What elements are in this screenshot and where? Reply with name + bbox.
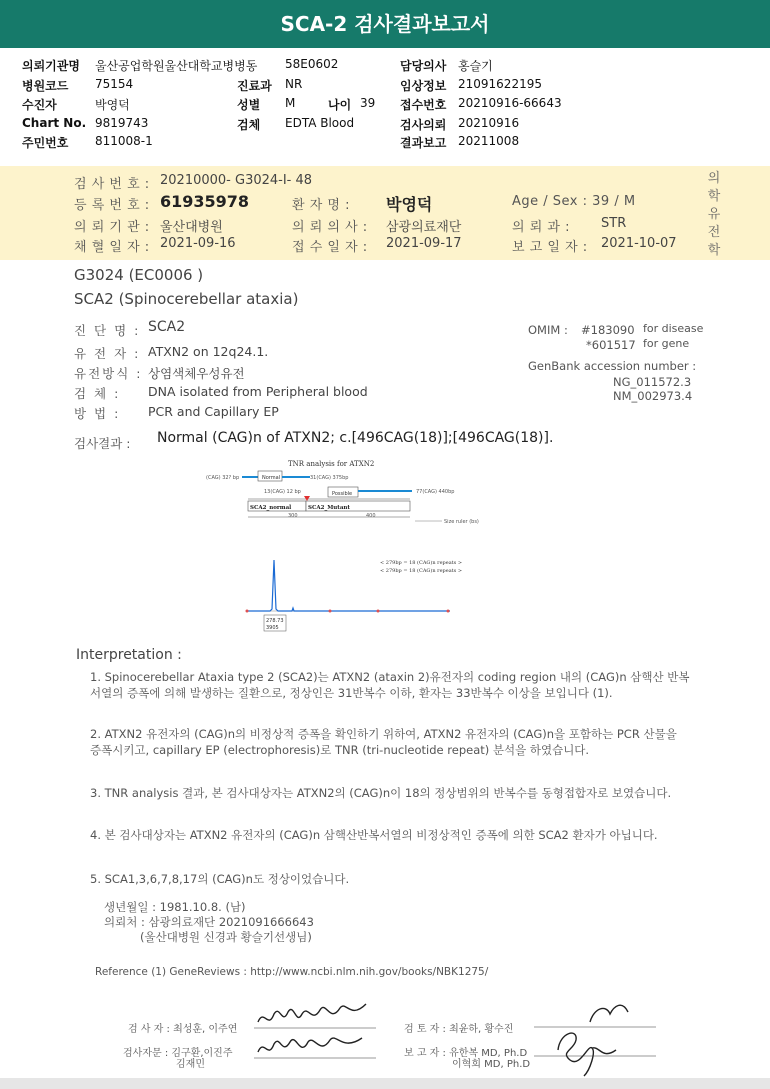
patient-label: 수진자 [22,98,57,112]
signature-icon [258,1004,366,1022]
request-label: 검사의뢰 [400,118,447,132]
inherit-label: 유전방식 : [74,366,143,381]
band-report-label: 보 고 일 자 : [512,240,588,255]
annotation-2: < 279bp = 18 (CAG)n repeats > [380,568,463,574]
bottom-bar [0,1078,770,1089]
resident-label: 주민번호 [22,136,69,150]
reviewer: 검 토 자 : 최윤하, 황수진 [404,1024,514,1035]
institution-label: 의뢰기관명 [22,59,80,73]
test-name: SCA2 (Spinocerebellar ataxia) [74,290,299,308]
receipt-label: 접수번호 [400,98,447,112]
size-marker [246,610,249,613]
specimen-type-label: 검 체 : [74,386,121,401]
signature-strokes-left [250,990,380,1070]
right-note: 77(CAG) 440bp [416,489,455,495]
band-doctor-label: 의 뢰 의 사 : [292,220,368,235]
supervisor: 검사자문 : 김구환,이진주 [123,1048,233,1059]
gene-label: 유 전 자 : [74,346,141,361]
hospital-code-value: 75154 [95,77,134,91]
collect-label: 채 혈 일 자 : [74,240,150,255]
vertical-char: 학 [707,243,721,258]
vertical-char: 학 [707,189,721,204]
gene-value: ATXN2 on 12q24.1. [148,344,269,359]
band-patient-value: 박영덕 [386,195,433,214]
supervisor-extra: 김재민 [176,1059,205,1070]
peak-size: 278.73 [266,618,284,624]
test-no-value: 20210000- G3024-I- 48 [160,173,313,188]
mid-note-2: 13(CAG) 12 bp [264,489,301,495]
dept-label: 진료과 [237,79,272,93]
age-value: 39 [360,96,376,110]
specimen-type-value: DNA isolated from Peripheral blood [148,384,368,399]
chart-value: 9819743 [95,116,149,130]
clinical-value: 21091622195 [458,77,542,91]
signature-icon [590,1005,628,1022]
receipt-value: 20210916-66643 [458,96,562,110]
requester-detail: (울산대병원 신경과 황슬기선생님) [140,930,312,944]
size-marker [377,610,380,613]
patient-value: 박영덕 [95,98,130,112]
sex-value: M [285,96,296,110]
mid-note-1: 31(CAG) 375bp [310,475,349,481]
omim-label: OMIM : [528,323,568,337]
signature-icon [558,1033,616,1076]
vertical-char: 전 [707,225,721,240]
vertical-char: 의 [707,171,721,186]
band-dept-value: STR [601,216,627,231]
band-dept-label: 의 뢰 과 : [512,220,570,235]
request-value: 20210916 [458,116,520,130]
report-title: SCA-2 검사결과보고서 [280,12,490,36]
institution-value: 울산공업학원울산대학교병병동 [95,59,258,73]
doctor-label: 담당의사 [400,59,447,73]
size-marker [329,610,332,613]
normal-label: SCA2_normal [250,505,292,511]
method-label: 방 법 : [74,406,121,421]
reference: Reference (1) GeneReviews : http://www.ncbi.nlm.nih.gov/books/NBK1275/ [95,966,489,978]
doctor-value: 홍슬기 [458,59,493,73]
interpretation-p2: 2. ATXN2 유전자의 (CAG)n의 비정상적 증폭을 확인하기 위하여, ATXN2 유전자의 (CAG)n을 포함하는 PCR 산물을 증폭시키고, capillary EP (electrophoresis)로 TNR (tri-nucleotide repeat) 분석을 하였습니다. [90,727,677,757]
omim-gene-note: for gene [643,337,690,350]
signature-icon [258,1038,362,1052]
peak-height: 3905 [266,625,279,631]
code2-value: 58E0602 [285,57,339,71]
band-inst-value: 울산대병원 [160,220,223,235]
requester: 의뢰처 : 삼광의료재단 2021091666643 [104,915,314,929]
band-receipt-value: 2021-09-17 [386,236,462,251]
method-value: PCR and Capillary EP [148,404,279,419]
band-report-value: 2021-10-07 [601,236,677,251]
size-marker [447,610,450,613]
genbank-label: GenBank accession number : [528,359,697,373]
band-receipt-label: 접 수 일 자 : [292,240,368,255]
interpretation-p3: 3. TNR analysis 결과, 본 검사대상자는 ATXN2의 (CAG)n이 18의 정상범위의 반복수를 동형접합자로 보였습니다. [90,786,672,800]
signature-strokes-right [530,990,660,1078]
figure-left-note: (CAG) 32? bp [206,475,240,481]
diag-label: 진 단 명 : [74,323,141,338]
collect-value: 2021-09-16 [160,236,236,251]
mutant-label: SCA2_Mutant [308,505,350,511]
vertical-dept [706,170,722,260]
interpretation-heading: Interpretation : [76,647,182,663]
interpretation-p5: 5. SCA1,3,6,7,8,17의 (CAG)n도 정상이었습니다. [90,872,350,886]
annotation-1: < 279bp = 18 (CAG)n repeats > [380,560,463,566]
vertical-char: 유 [707,207,721,222]
inherit-value: 상염색체우성유전 [148,366,245,381]
report-label: 결과보고 [400,136,447,150]
genbank-2: NM_002973.4 [613,389,693,403]
reg-no-label: 등 록 번 호 : [74,198,150,213]
normal-box-label: Normal [262,475,281,481]
reporter-extra: 이혁희 MD, Ph.D [452,1059,531,1070]
omim-gene: *601517 [586,338,636,352]
age-sex: Age / Sex : 39 / M [512,194,636,209]
test-code: G3024 (EC0006 ) [74,266,204,284]
omim-disease: #183090 [581,323,635,337]
size-ruler-label: Size ruler (bs) [444,519,479,525]
interpretation-p1: 1. Spinocerebellar Ataxia type 2 (SCA2)는 ATXN2 (ataxin 2)유전자의 coding region 내의 (CAG)n 삼핵산 반복서열의 증폭에 의해 발생하는 질환으로, 정상인은 31반복수 이하, 환자는 33반복수 이상을 보입니다 (1). [90,670,690,700]
hospital-code-label: 병원코드 [22,79,69,93]
band-inst-label: 의 뢰 기 관 : [74,220,150,235]
result-value: Normal (CAG)n of ATXN2; c.[496CAG(18)];[496CAG(18)]. [157,430,554,446]
reg-no-value: 61935978 [160,192,250,211]
band-patient-label: 환 자 명 : [292,198,350,213]
birth-date: 생년월일 : 1981.10.8. (남) [104,900,246,914]
resident-value: 811008-1 [95,134,153,148]
band-doctor-value: 삼광의료재단 [386,220,462,235]
test-no-label: 검 사 번 호 : [74,177,150,192]
marker-icon [304,496,310,501]
diag-value: SCA2 [148,319,186,335]
reporter: 보 고 자 : 유한복 MD, Ph.D [404,1048,528,1059]
clinical-label: 임상정보 [400,79,447,93]
possible-box-label: Possible [332,491,353,497]
tester: 검 사 자 : 최성훈, 이주연 [128,1024,238,1035]
interpretation-p4: 4. 본 검사대상자는 ATXN2 유전자의 (CAG)n 삼핵산반복서열의 비정상적인 증폭에 의한 SCA2 환자가 아닙니다. [90,828,658,842]
scale-300: 300 [288,513,298,519]
scale-400: 400 [366,513,376,519]
figure-title: TNR analysis for ATXN2 [288,460,375,468]
tnr-analysis-figure [200,455,500,635]
chart-label: Chart No. [22,116,87,130]
omim-disease-note: for disease [643,322,704,335]
specimen-value: EDTA Blood [285,116,355,130]
genbank-1: NG_011572.3 [613,375,692,389]
dept-value: NR [285,77,303,91]
specimen-label: 검체 [237,118,261,132]
result-label: 검사결과 : [74,436,131,451]
age-label: 나이 [328,98,352,112]
sex-label: 성별 [237,98,261,112]
report-value: 20211008 [458,134,520,148]
